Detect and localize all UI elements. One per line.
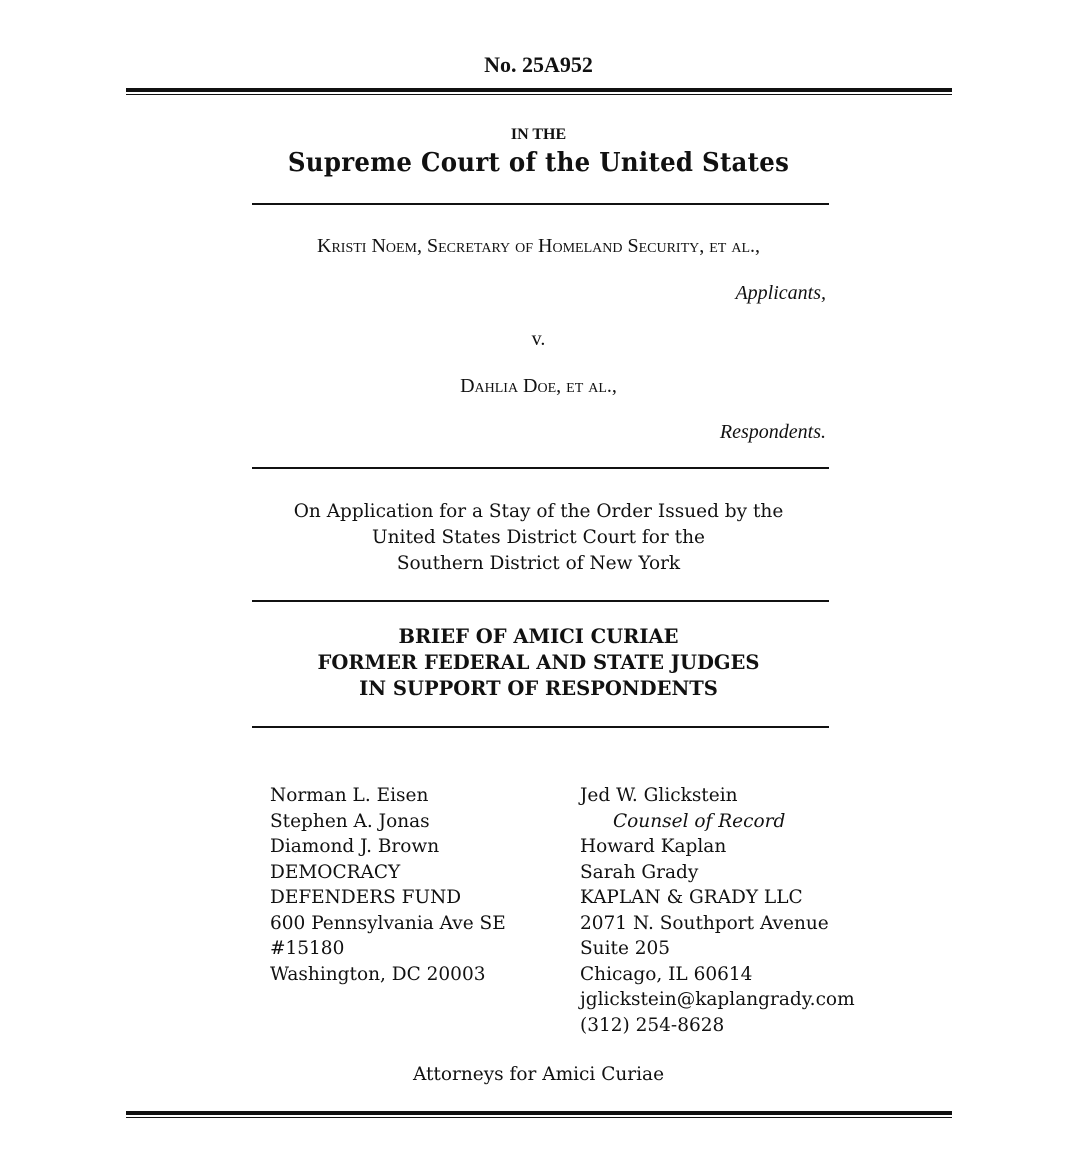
respondents-role: Respondents.: [719, 421, 826, 443]
attorneys-for-label: Attorneys for Amici Curiae: [412, 1064, 665, 1085]
rule-after-title: [252, 726, 829, 728]
versus: v.: [531, 328, 546, 350]
counsel-left-line: Diamond J. Brown: [270, 836, 440, 857]
counsel-right-line: Chicago, IL 60614: [580, 963, 753, 985]
bottom-double-rule: [126, 1111, 952, 1118]
counsel-right-line: 2071 N. Southport Avenue: [580, 912, 829, 934]
counsel-of-record-name: Jed W. Glickstein: [580, 785, 738, 806]
counsel-right-line: Sarah Grady: [580, 861, 699, 883]
counsel-left-line: DEFENDERS FUND: [270, 887, 462, 908]
counsel-left-line: Washington, DC 20003: [270, 963, 486, 985]
brief-title: [0, 624, 1077, 702]
counsel-phone: (312) 254-8628: [580, 1014, 725, 1036]
brief-title-line: IN SUPPORT OF RESPONDENTS: [359, 677, 718, 700]
rule-after-caption: [252, 467, 829, 469]
brief-title-line: FORMER FEDERAL AND STATE JUDGES: [317, 651, 760, 674]
rule-after-application: [252, 600, 829, 602]
top-double-rule: [126, 88, 952, 95]
counsel-of-record-designation: Counsel of Record: [613, 810, 786, 832]
applicants-role: Applicants,: [735, 282, 826, 304]
counsel-left-column: [270, 783, 506, 987]
court-preamble: IN THE: [510, 126, 567, 143]
brief-title-line: BRIEF OF AMICI CURIAE: [398, 625, 679, 648]
counsel-left-line: #15180: [270, 938, 345, 959]
application-statement: [0, 499, 1077, 577]
application-line: Southern District of New York: [396, 553, 681, 574]
counsel-right-column: [580, 783, 855, 1038]
court-name: Supreme Court of the United States: [287, 148, 790, 178]
respondents-names: Dahlia Doe, et al.,: [460, 375, 617, 397]
counsel-right-line: Howard Kaplan: [580, 836, 727, 857]
rule-after-court: [252, 203, 829, 205]
counsel-left-line: Stephen A. Jonas: [270, 810, 430, 832]
counsel-right-line: Suite 205: [580, 938, 671, 959]
application-line: On Application for a Stay of the Order Issued by the: [293, 501, 784, 522]
application-line: United States District Court for the: [372, 527, 705, 548]
docket-number: No. 25A952: [484, 52, 593, 77]
counsel-left-line: DEMOCRACY: [270, 861, 401, 883]
applicants-names: Kristi Noem, Secretary of Homeland Security, et al.,: [317, 235, 760, 257]
counsel-email[interactable]: jglickstein@kaplangrady.com: [580, 989, 855, 1010]
counsel-left-line: Norman L. Eisen: [270, 785, 429, 806]
counsel-left-line: 600 Pennsylvania Ave SE: [270, 912, 506, 934]
counsel-right-line: KAPLAN & GRADY LLC: [580, 887, 803, 908]
